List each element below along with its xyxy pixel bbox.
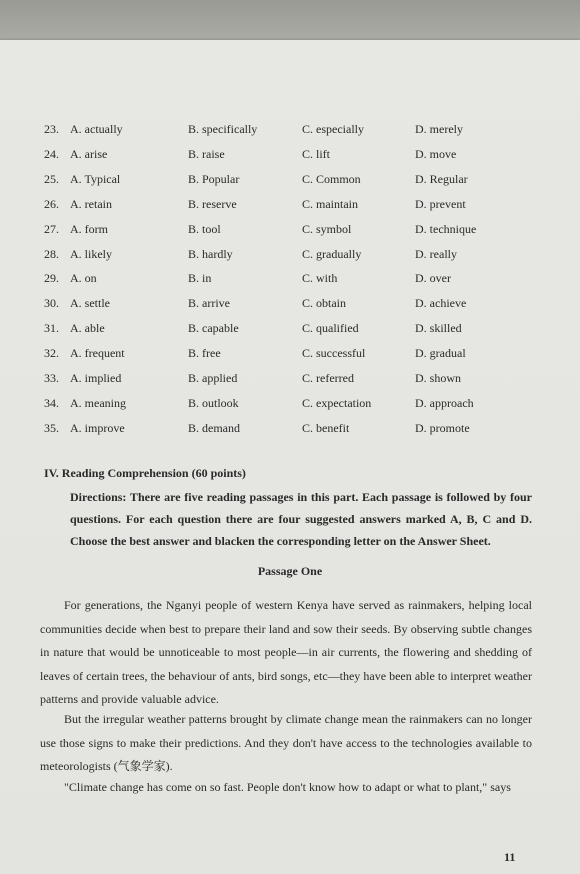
question-row [0,247,580,267]
option-d: D. technique [415,221,477,236]
option-c: C. maintain [302,196,358,211]
question-row [0,222,580,242]
option-c: C. qualified [302,321,359,336]
option-a: A. on [70,271,97,286]
option-a: A. arise [70,146,108,161]
question-number: 31. [44,321,59,336]
option-d: D. promote [415,420,470,435]
option-a: A. meaning [70,395,126,410]
option-b: B. arrive [188,296,230,311]
option-c: C. Common [302,171,361,186]
option-d: D. merely [415,122,463,136]
option-c: C. obtain [302,296,346,311]
question-number: 29. [44,271,59,286]
option-d: D. approach [415,395,474,410]
option-c: C. successful [302,346,366,361]
passage-paragraph-3: "Climate change has come on so fast. People don't know how to adapt or what to plant," says [64,780,511,794]
question-row [0,122,580,142]
question-row [0,147,580,167]
option-a: A. likely [70,246,112,261]
passage-paragraph-2: But the irregular weather patterns brought by climate change mean the rainmakers can no longer use those signs to make their predictions. And they don't have access to the technologies available to meteorologists (气象学家). [40,712,532,773]
option-a: A. frequent [70,346,125,361]
question-row [0,271,580,291]
option-c: C. especially [302,122,364,136]
option-a: A. actually [70,122,123,136]
question-number: 30. [44,296,59,311]
option-d: D. prevent [415,196,466,211]
option-d: D. gradual [415,346,466,361]
option-d: D. achieve [415,296,467,311]
option-a: A. able [70,321,105,336]
option-b: B. capable [188,321,239,336]
option-b: B. in [188,271,212,286]
question-number: 25. [44,171,59,186]
option-a: A. retain [70,196,112,211]
option-b: B. free [188,346,221,361]
question-row [0,396,580,416]
option-d: D. Regular [415,171,468,186]
option-c: C. expectation [302,395,372,410]
question-row [0,371,580,391]
question-number: 23. [44,122,59,136]
option-b: B. raise [188,146,225,161]
option-d: D. move [415,146,457,161]
question-row [0,421,580,441]
option-d: D. over [415,271,451,286]
question-row [0,321,580,341]
option-b: B. Popular [188,171,240,186]
option-a: A. implied [70,371,122,385]
question-row [0,296,580,316]
option-c: C. lift [302,146,331,161]
question-number: 32. [44,346,59,361]
question-number: 28. [44,246,59,261]
section-directions: Directions: There are five reading passages in this part. Each passage is followed by four questions. For each question there are four suggested answers marked A, B, C and D. Choose the best answer and blacken the corresponding letter on the Answer Sheet. [70,490,532,548]
question-number: 35. [44,420,59,435]
option-c: C. benefit [302,420,350,435]
option-b: B. specifically [188,122,258,136]
option-b: B. tool [188,221,221,236]
question-number: 34. [44,395,59,410]
page-number: 11 [504,850,516,864]
option-a: A. settle [70,296,110,311]
option-b: B. reserve [188,196,237,211]
option-c: C. gradually [302,246,362,261]
option-a: A. improve [70,420,125,435]
option-c: C. referred [302,371,354,385]
option-a: A. form [70,221,108,236]
question-number: 33. [44,371,59,385]
question-row [0,197,580,217]
option-b: B. outlook [188,395,239,410]
question-number: 27. [44,221,59,236]
option-c: C. with [302,271,338,286]
question-row [0,172,580,192]
option-c: C. symbol [302,221,352,236]
option-b: B. hardly [188,246,233,261]
question-number: 26. [44,196,59,211]
passage-title: Passage One [257,564,323,578]
option-d: D. skilled [415,321,462,336]
question-number: 24. [44,146,59,161]
question-row [0,346,580,366]
option-b: B. applied [188,371,238,385]
passage-paragraph-1: For generations, the Nganyi people of western Kenya have served as rainmakers, helping local communities decide when best to prepare their land and sow their seeds. By observing subtle changes in nature that would be unnoticeable to most people—in air currents, the flowering and shedding of leaves of certain trees, the behaviour of ants, bird songs, etc—they have been able to interpret weather patterns and provide valuable advice. [40,598,532,706]
option-b: B. demand [188,420,240,435]
section-title: IV. Reading Comprehension (60 points) [44,466,246,480]
option-d: D. really [415,246,457,261]
option-a: A. Typical [70,171,121,186]
option-d: D. shown [415,371,462,385]
